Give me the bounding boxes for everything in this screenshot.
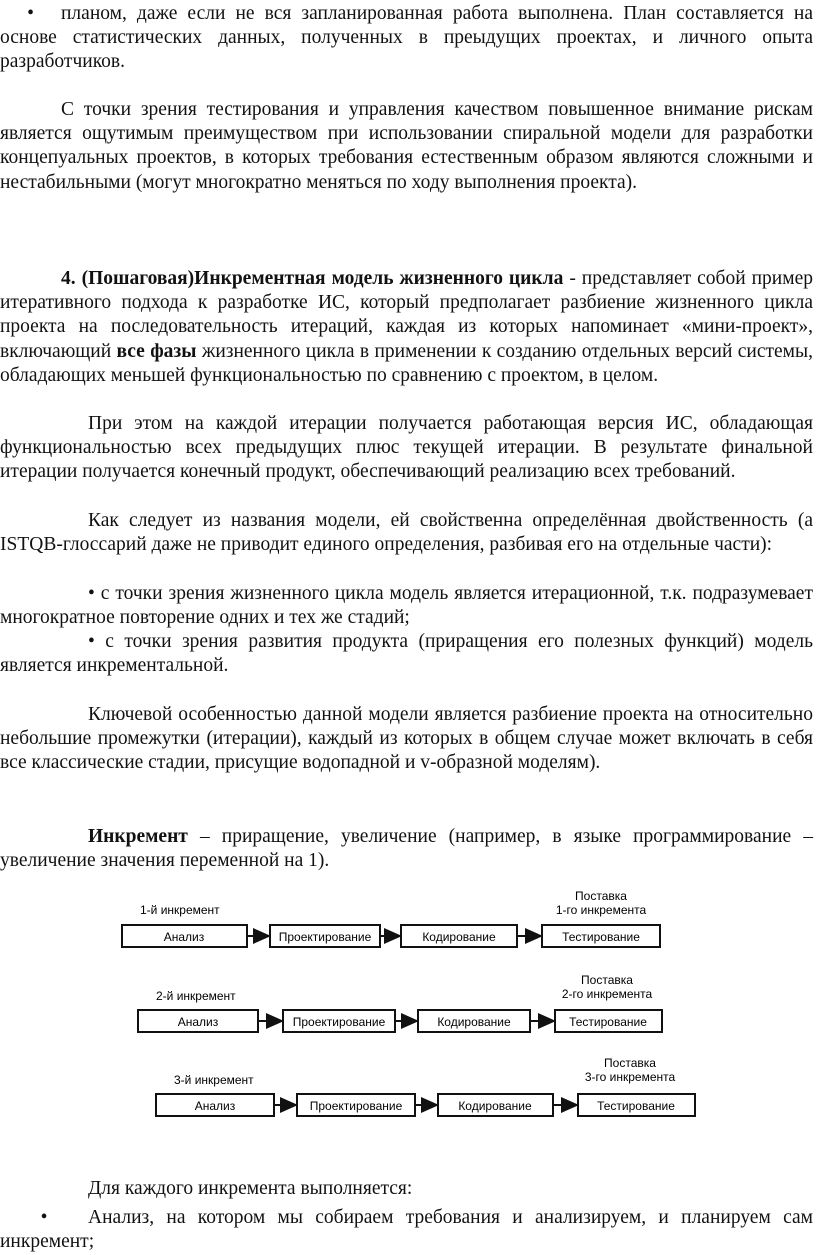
delivery-label-3a: Поставка — [604, 1056, 656, 1070]
increment-row-3 — [156, 1056, 695, 1116]
delivery-label-2b: 2-го инкремента — [561, 987, 653, 1001]
stage-design-2: Проектирование — [292, 1015, 386, 1029]
paragraph-key-feature: Ключевой особенностью данной модели является разбиение проекта на относительно небольшие промежутки (итерации), каждый из которых в общем случае может включать в себя все классические стадии, присущие водопадной и v-образной моделям). — [0, 704, 813, 774]
incremental-model-diagram — [110, 880, 710, 1130]
paragraph-iteration-result: При этом на каждой итерации получается работающая версия ИС, обладающая функциональностью всех предыдущих плюс текущей итерации. В результате финальной итерации получается конечный продукт, обеспечивающий реализацию всех требований. — [0, 413, 813, 483]
paragraph-incremental-text-b: жизненного цикла в применении к созданию отдельных версий системы, обладающих меньшей функциональностью по сравнению с проектом, в целом. — [0, 340, 813, 386]
delivery-label-2a: Поставка — [581, 973, 633, 987]
stage-coding-1: Кодирование — [422, 930, 496, 944]
stage-analysis-3: Анализ — [194, 1099, 236, 1113]
stage-coding-3: Кодирование — [458, 1099, 532, 1113]
paragraph-incremental-model — [0, 267, 813, 388]
delivery-label-1b: 1-го инкремента — [555, 903, 647, 917]
bullet-marker: • — [27, 3, 34, 24]
emphasis-all-phases: все фазы — [116, 340, 197, 362]
paragraph-per-increment: Для каждого инкремента выполняется: — [88, 1178, 413, 1199]
paragraph-increment-definition — [0, 825, 813, 873]
stage-design-3: Проектирование — [309, 1099, 403, 1113]
stage-testing-1: Тестирование — [562, 930, 640, 944]
bullet-marker-analysis: • — [40, 1207, 48, 1228]
stage-coding-2: Кодирование — [437, 1015, 511, 1029]
stage-analysis-1: Анализ — [163, 930, 205, 944]
delivery-label-3b: 3-го инкремента — [584, 1070, 676, 1084]
bullet-analysis — [0, 1206, 813, 1254]
stage-analysis-2: Анализ — [177, 1015, 219, 1029]
stage-testing-2: Тестирование — [569, 1015, 647, 1029]
paragraph-plan — [0, 2, 813, 75]
paragraph-duality: Как следует из названия модели, ей свойственна определённая двойственность (а ISTQB-глоссарий даже не приводит единого определения, разбивая его на отдельные части): — [0, 510, 813, 556]
paragraph-plan-text: планом, даже если не вся запланированная работа выполнена. План составляется на основе статистических данных, полученных в преыдущих проектах, и личного опыта разработчиков. — [0, 3, 813, 73]
term-increment: Инкремент — [88, 826, 188, 847]
increment-definition-text: – приращение, увеличение (например, в языке программирование – увеличение значения переменной на 1). — [0, 826, 813, 872]
delivery-label-1a: Поставка — [575, 889, 627, 903]
paragraph-incremental-text-a: - представляет собой пример итеративного подхода к разработке ИС, который предполагает разбиение жизненного цикла проекта на последовательность итераций, каждая из которых напоминает «мини-проект», включающий — [0, 268, 813, 362]
section-heading: 4. (Пошаговая)Инкрементная модель жизненного цикла — [61, 268, 564, 289]
increment-row-2 — [138, 973, 662, 1032]
stage-testing-3: Тестирование — [597, 1099, 675, 1113]
bullet-analysis-text: Анализ, на котором мы собираем требования и анализируем, и планируем сам инкремент; — [0, 1207, 813, 1253]
bullet-incremental: • с точки зрения развития продукта (приращения его полезных функций) модель является инкрементальной. — [0, 631, 813, 677]
paragraph-testing-risks: С точки зрения тестирования и управления качеством повышенное внимание рискам является ощутимым преимуществом при использовании спиральной модели для разработки концепуальных проектов, в которых требования естественным образом являются сложными и нестабильными (могут многократно меняться по ходу выполнения проекта). — [0, 99, 813, 193]
increment-label-1: 1-й инкремент — [140, 903, 220, 917]
increment-label-3: 3-й инкремент — [174, 1073, 254, 1087]
bullet-iterative: • с точки зрения жизненного цикла модель является итерационной, т.к. подразумевает многократное повторение одних и тех же стадий; — [0, 583, 813, 629]
increment-row-1 — [122, 889, 660, 947]
increment-label-2: 2-й инкремент — [156, 989, 236, 1003]
stage-design-1: Проектирование — [278, 930, 372, 944]
